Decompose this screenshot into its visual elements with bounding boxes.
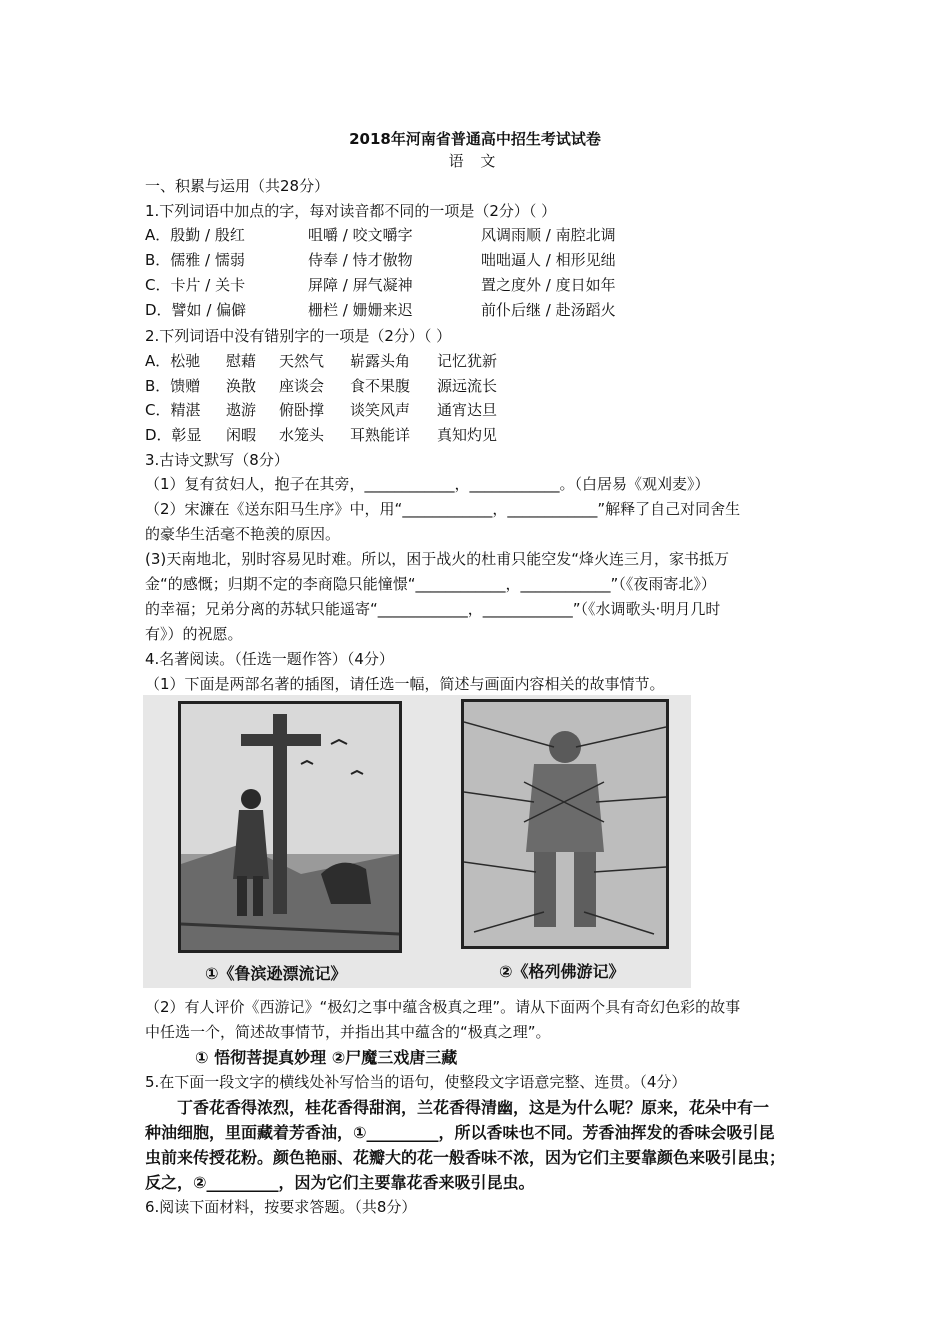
- caption-robinson: ①《鲁滨逊漂流记》: [205, 964, 347, 983]
- q2-option-b-1: B．馈赠: [145, 377, 201, 395]
- q1-option-c-3: 置之度外 / 度日如年: [481, 276, 616, 294]
- q5-paragraph: 反之，②_________，因为它们主要靠花香来吸引昆虫。: [145, 1173, 535, 1192]
- q3-line: （1）复有贫妇人，抱子在其旁，____________，____________。（白居易《观刈麦》）: [145, 475, 710, 493]
- q2-option-a-3: 天然气: [279, 352, 325, 370]
- q4-part1: （1）下面是两部名著的插图，请任选一幅，简述与画面内容相关的故事情节。: [145, 675, 665, 693]
- q1-option-b-3: 咄咄逼人 / 相形见绌: [481, 251, 616, 269]
- q4-story-choices: ① 悟彻菩提真妙理 ②尸魔三戏唐三藏: [195, 1048, 458, 1067]
- q3-line: (3)天南地北，别时容易见时难。所以，困于战火的杜甫只能空发“烽火连三月，家书抵万: [145, 550, 730, 568]
- q6-stem: 6.阅读下面材料，按要求答题。（共8分）: [145, 1198, 417, 1216]
- robinson-drawing: [181, 704, 399, 950]
- q2-option-a-1: A．松驰: [145, 352, 201, 370]
- exam-title: 2018年河南省普通高中招生考试试卷: [349, 130, 601, 148]
- q2-option-a-4: 崭露头角: [350, 352, 411, 370]
- q1-option-d-3: 前仆后继 / 赴汤蹈火: [481, 301, 616, 319]
- q2-option-b-3: 座谈会: [279, 377, 325, 395]
- q2-option-c-2: 遨游: [226, 401, 257, 419]
- q5-paragraph: 丁香花香得浓烈，桂花香得甜润，兰花香得清幽，这是为什么呢？原来，花朵中有一: [177, 1098, 770, 1117]
- q1-option-a-3: 风调雨顺 / 南腔北调: [481, 226, 616, 244]
- q1-option-b-2: 侍奉 / 恃才傲物: [308, 251, 413, 269]
- gulliver-illustration: [461, 699, 669, 949]
- q1-option-d-2: 栅栏 / 姗姗来迟: [308, 301, 413, 319]
- q1-option-a-2: 咀嚼 / 咬文嚼字: [308, 226, 413, 244]
- q2-option-a-5: 记忆犹新: [437, 352, 498, 370]
- q2-stem: 2.下列词语中没有错别字的一项是（2分）（ ）: [145, 327, 452, 345]
- illustrations-photo: [143, 695, 691, 988]
- q3-line: 的豪华生活毫不艳羡的原因。: [145, 525, 341, 543]
- q2-option-d-3: 水笼头: [279, 426, 325, 444]
- q2-option-c-3: 俯卧撑: [279, 401, 325, 419]
- q2-option-c-1: C．精湛: [145, 401, 201, 419]
- q2-option-c-4: 谈笑风声: [350, 401, 411, 419]
- q2-option-a-2: 慰藉: [226, 352, 257, 370]
- robinson-illustration: [178, 701, 402, 953]
- caption-gulliver: ②《格列佛游记》: [499, 962, 625, 981]
- q4-part2: （2）有人评价《西游记》“极幻之事中蕴含极真之理”。请从下面两个具有奇幻色彩的故事: [145, 998, 741, 1016]
- q2-option-d-5: 真知灼见: [437, 426, 498, 444]
- q1-option-a-1: A．殷勤 / 殷红: [145, 226, 245, 244]
- q2-option-c-5: 通宵达旦: [437, 401, 498, 419]
- q2-option-d-1: D．彰显: [145, 426, 202, 444]
- q1-option-b-1: B．儒雅 / 懦弱: [145, 251, 245, 269]
- q3-line: 金“的感慨；归期不定的李商隐只能憧憬“____________，____________”（《夜雨寄北》）: [145, 575, 716, 593]
- q3-line: 的幸福；兄弟分离的苏轼只能遥寄“____________，____________”（《水调歌头·明月几时: [145, 600, 721, 618]
- q1-option-c-2: 屏障 / 屏气凝神: [308, 276, 413, 294]
- q1-option-c-1: C．卡片 / 关卡: [145, 276, 246, 294]
- q1-option-d-1: D．譬如 / 偏僻: [145, 301, 247, 319]
- q2-option-b-4: 食不果腹: [350, 377, 411, 395]
- q2-option-d-4: 耳熟能详: [350, 426, 411, 444]
- q3-line: （2）宋濂在《送东阳马生序》中，用“____________，____________”解释了自己对同舍生: [145, 500, 741, 518]
- q2-option-d-2: 闲暇: [226, 426, 257, 444]
- q5-paragraph: 虫前来传授花粉。颜色艳丽、花瓣大的花一般香味不浓，因为它们主要靠颜色来吸引昆虫；: [145, 1148, 786, 1167]
- q5-stem: 5.在下面一段文字的横线处补写恰当的语句，使整段文字语意完整、连贯。（4分）: [145, 1073, 687, 1091]
- q2-option-b-2: 涣散: [226, 377, 257, 395]
- q5-paragraph: 种油细胞，里面藏着芳香油，①_________，所以香味也不同。芳香油挥发的香味会吸引昆: [145, 1123, 775, 1142]
- q1-stem: 1.下列词语中加点的字，每对读音都不同的一项是（2分）（ ）: [145, 202, 557, 220]
- q3-line: 有》）的祝愿。: [145, 625, 243, 643]
- gulliver-drawing: [464, 702, 666, 946]
- section-heading: 一、积累与运用（共28分）: [145, 177, 330, 195]
- q4-part2: 中任选一个，简述故事情节，并指出其中蕴含的“极真之理”。: [145, 1023, 551, 1041]
- q2-option-b-5: 源远流长: [437, 377, 498, 395]
- q3-stem: 3.古诗文默写（8分）: [145, 451, 289, 469]
- q4-stem: 4.名著阅读。（任选一题作答）（4分）: [145, 650, 394, 668]
- subject-label: 语 文: [448, 152, 502, 170]
